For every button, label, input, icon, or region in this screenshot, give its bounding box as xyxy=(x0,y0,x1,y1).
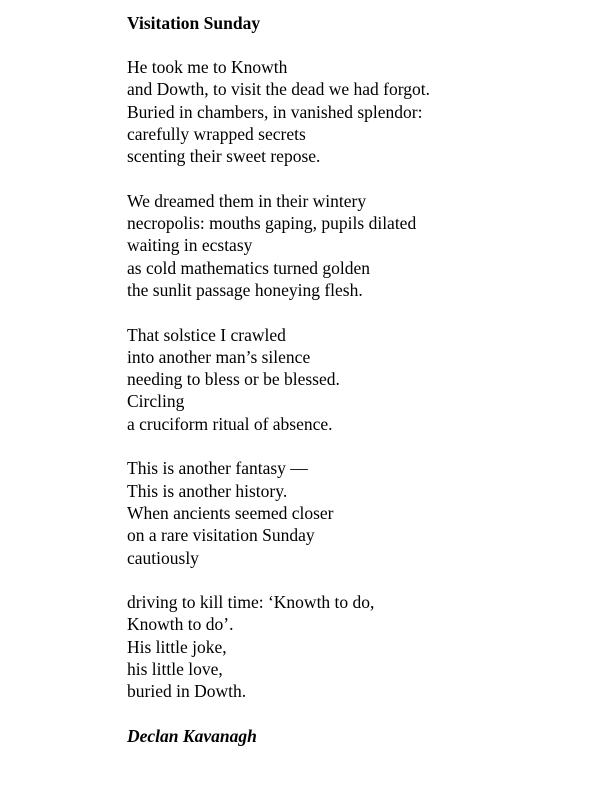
poem-line: His little joke, xyxy=(127,636,227,657)
poem-line: into another man’s silence xyxy=(127,346,311,367)
poem-title: Visitation Sunday xyxy=(127,13,261,33)
poem-line: That solstice I crawled xyxy=(127,324,286,345)
poem xyxy=(127,12,587,747)
poem-line: on a rare visitation Sunday xyxy=(127,525,315,546)
poem-line: This is another fantasy — xyxy=(127,458,308,479)
stanza-4 xyxy=(127,457,587,568)
poem-line: We dreamed them in their wintery xyxy=(127,190,367,211)
stanza-5 xyxy=(127,591,587,702)
poem-line: needing to bless or be blessed. xyxy=(127,369,340,390)
poem-line: When ancients seemed closer xyxy=(127,502,334,523)
poem-line: He took me to Knowth xyxy=(127,57,288,77)
poem-line: buried in Dowth. xyxy=(127,681,247,702)
poem-line: Buried in chambers, in vanished splendor: xyxy=(127,101,423,122)
stanza-3 xyxy=(127,324,587,435)
poem-line: a cruciform ritual of absence. xyxy=(127,413,333,434)
poem-line: This is another history. xyxy=(127,480,288,501)
poem-line: as cold mathematics turned golden xyxy=(127,257,370,278)
poem-author: Declan Kavanagh xyxy=(127,725,257,746)
poem-line: the sunlit passage honeying flesh. xyxy=(127,279,363,300)
poem-line: his little love, xyxy=(127,659,223,680)
poem-line: scenting their sweet repose. xyxy=(127,146,321,167)
poem-line: cautiously xyxy=(127,547,199,568)
poem-line: Knowth to do’. xyxy=(127,614,234,635)
stanza-2 xyxy=(127,190,587,301)
poem-line: Circling xyxy=(127,391,185,412)
poem-line: carefully wrapped secrets xyxy=(127,123,306,144)
poem-line: necropolis: mouths gaping, pupils dilated xyxy=(127,213,417,234)
poem-line: waiting in ecstasy xyxy=(127,235,253,256)
poem-line: and Dowth, to visit the dead we had forgot. xyxy=(127,79,430,100)
stanza-1 xyxy=(127,56,587,167)
poem-line: driving to kill time: ‘Knowth to do, xyxy=(127,592,375,613)
